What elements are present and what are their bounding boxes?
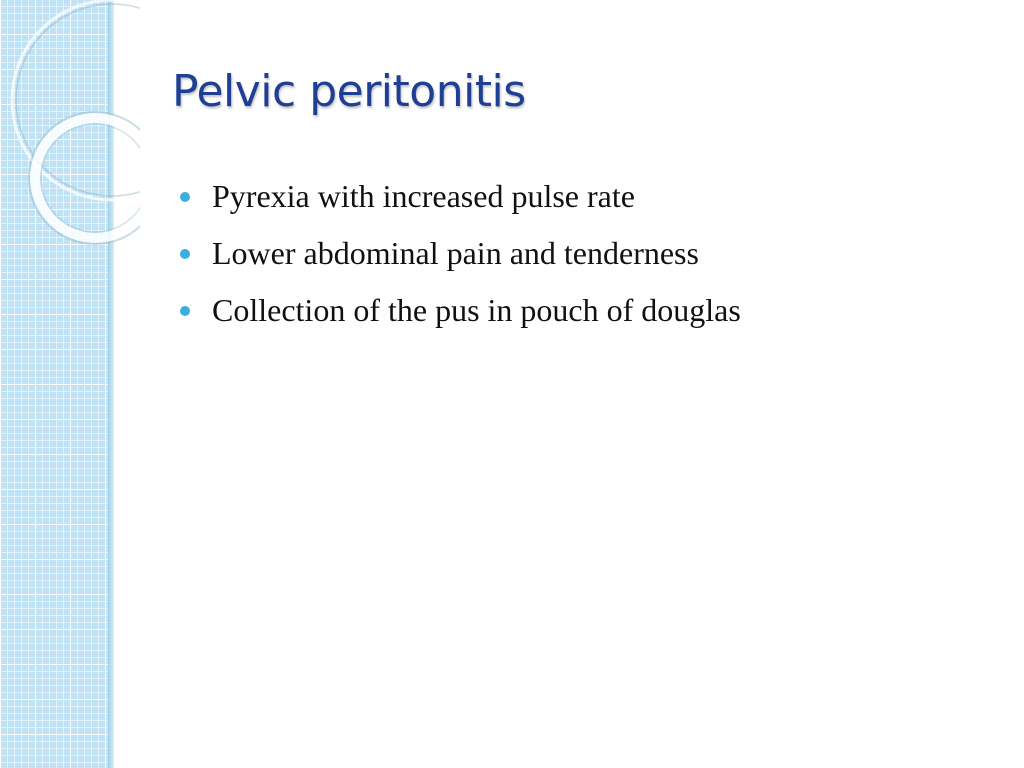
bullet-item (180, 225, 741, 282)
bullet-icon (180, 192, 190, 202)
bullet-list (180, 168, 741, 339)
ring-decoration-icon (0, 0, 140, 270)
bullet-item (180, 282, 741, 339)
slide-title: Pelvic peritonitis (172, 66, 526, 117)
bullet-icon (180, 249, 190, 259)
bullet-text: Collection of the pus in pouch of douglas (212, 292, 741, 328)
bullet-text: Pyrexia with increased pulse rate (212, 178, 635, 214)
bullet-icon (180, 306, 190, 316)
bullet-text: Lower abdominal pain and tenderness (212, 235, 699, 271)
bullet-item (180, 168, 741, 225)
